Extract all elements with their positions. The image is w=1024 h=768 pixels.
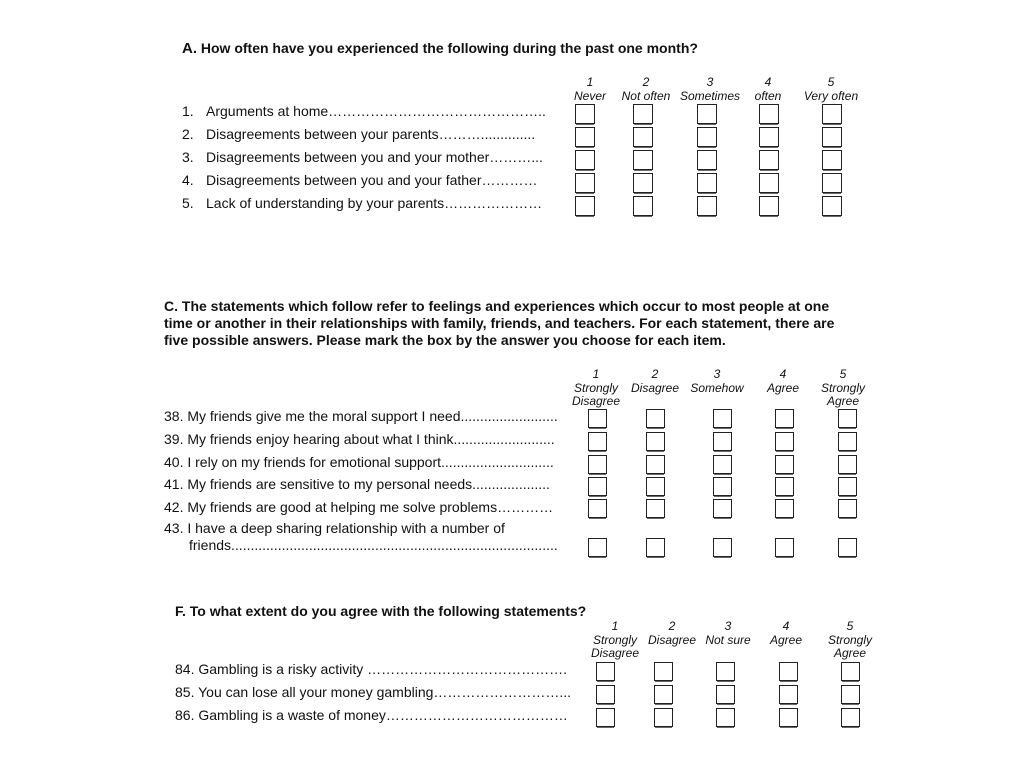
section-a-item: 3. Disagreements between you and your mother………... [182, 149, 543, 165]
section-f-item: 85. You can lose all your money gambling………………………... [175, 684, 572, 700]
answer-checkbox[interactable] [596, 662, 615, 681]
answer-checkbox[interactable] [716, 662, 735, 681]
section-f-scale-3: 3 Not sure [705, 619, 751, 647]
section-c-scale-1: 1 Strongly Disagree [571, 367, 621, 408]
answer-checkbox[interactable] [841, 708, 860, 727]
section-a-item: 5. Lack of understanding by your parents………………… [182, 195, 543, 211]
answer-checkbox[interactable] [775, 409, 794, 428]
answer-checkbox[interactable] [646, 538, 665, 557]
answer-checkbox[interactable] [841, 685, 860, 704]
answer-checkbox[interactable] [779, 662, 798, 681]
section-f-scale-4: 4 Agree [769, 619, 803, 647]
section-c-title-line: five possible answers. Please mark the box by the answer you choose for each item. [164, 332, 726, 348]
answer-checkbox[interactable] [838, 538, 857, 557]
answer-checkbox[interactable] [822, 127, 842, 147]
answer-checkbox[interactable] [713, 477, 732, 496]
answer-checkbox[interactable] [759, 173, 779, 193]
answer-checkbox[interactable] [654, 685, 673, 704]
answer-checkbox[interactable] [588, 538, 607, 557]
answer-checkbox[interactable] [575, 127, 595, 147]
section-a-item: 2. Disagreements between your parents……….............. [182, 126, 536, 142]
answer-checkbox[interactable] [775, 538, 794, 557]
answer-checkbox[interactable] [575, 150, 595, 170]
answer-checkbox[interactable] [697, 173, 717, 193]
answer-checkbox[interactable] [633, 173, 653, 193]
answer-checkbox[interactable] [633, 127, 653, 147]
answer-checkbox[interactable] [596, 708, 615, 727]
section-a-scale-5: 5 Very often [803, 75, 859, 103]
answer-checkbox[interactable] [596, 685, 615, 704]
section-f-scale-1: 1 Strongly Disagree [590, 619, 640, 660]
answer-checkbox[interactable] [779, 685, 798, 704]
answer-checkbox[interactable] [822, 196, 842, 216]
section-a-scale-4: 4 often [754, 75, 782, 103]
answer-checkbox[interactable] [838, 432, 857, 451]
section-c-item: 38. My friends give me the moral support I need......................... [164, 408, 558, 424]
answer-checkbox[interactable] [713, 499, 732, 518]
answer-checkbox[interactable] [697, 196, 717, 216]
section-c-title-line: time or another in their relationships with family, friends, and teachers. For each statement, there are [164, 315, 835, 331]
answer-checkbox[interactable] [822, 104, 842, 124]
answer-checkbox[interactable] [775, 477, 794, 496]
section-c-title-line: C. The statements which follow refer to feelings and experiences which occur to most people at one [164, 298, 830, 314]
section-c-scale-5: 5 Strongly Agree [820, 367, 866, 408]
answer-checkbox[interactable] [841, 662, 860, 681]
answer-checkbox[interactable] [646, 477, 665, 496]
section-a-item: 4. Disagreements between you and your father………… [182, 172, 538, 188]
section-a-question: How often have you experienced the following during the past one month? [200, 40, 698, 56]
answer-checkbox[interactable] [646, 499, 665, 518]
section-c-scale-2: 2 Disagree [630, 367, 680, 395]
answer-checkbox[interactable] [779, 708, 798, 727]
section-c-item: 43. I have a deep sharing relationship with a number of [164, 520, 505, 536]
answer-checkbox[interactable] [775, 455, 794, 474]
section-a-scale-2: 2 Not often [621, 75, 671, 103]
section-c-item: 40. I rely on my friends for emotional support............................. [164, 454, 554, 470]
section-c-scale-3: 3 Somehow [690, 367, 744, 395]
section-f-scale-2: 2 Disagree [647, 619, 697, 647]
answer-checkbox[interactable] [588, 409, 607, 428]
answer-checkbox[interactable] [838, 499, 857, 518]
answer-checkbox[interactable] [713, 432, 732, 451]
section-f-item: 86. Gambling is a waste of money………………………………… [175, 707, 568, 723]
answer-checkbox[interactable] [759, 127, 779, 147]
answer-checkbox[interactable] [713, 409, 732, 428]
answer-checkbox[interactable] [575, 173, 595, 193]
answer-checkbox[interactable] [759, 196, 779, 216]
answer-checkbox[interactable] [575, 196, 595, 216]
section-c-item: 42. My friends are good at helping me solve problems………… [164, 499, 554, 515]
section-c-item: 39. My friends enjoy hearing about what I think.......................... [164, 431, 555, 447]
section-c-scale-4: 4 Agree [766, 367, 800, 395]
section-f-title: F. To what extent do you agree with the following statements? [175, 603, 587, 619]
answer-checkbox[interactable] [588, 455, 607, 474]
answer-checkbox[interactable] [838, 409, 857, 428]
section-c-item: 41. My friends are sensitive to my personal needs.................... [164, 476, 550, 492]
answer-checkbox[interactable] [713, 538, 732, 557]
answer-checkbox[interactable] [822, 173, 842, 193]
answer-checkbox[interactable] [588, 432, 607, 451]
answer-checkbox[interactable] [654, 708, 673, 727]
answer-checkbox[interactable] [654, 662, 673, 681]
section-a-title [182, 40, 698, 57]
section-f-scale-5: 5 Strongly Agree [827, 619, 873, 660]
answer-checkbox[interactable] [759, 150, 779, 170]
section-a-item: 1. Arguments at home……………………………………….. [182, 103, 546, 119]
answer-checkbox[interactable] [838, 455, 857, 474]
answer-checkbox[interactable] [646, 409, 665, 428]
answer-checkbox[interactable] [838, 477, 857, 496]
section-c-item-continuation: friends.................................................................................... [189, 537, 558, 553]
answer-checkbox[interactable] [575, 104, 595, 124]
answer-checkbox[interactable] [646, 432, 665, 451]
answer-checkbox[interactable] [697, 150, 717, 170]
section-a-letter: A. [182, 40, 197, 57]
section-a-scale-1: 1 Never [573, 75, 606, 103]
answer-checkbox[interactable] [759, 104, 779, 124]
answer-checkbox[interactable] [697, 127, 717, 147]
answer-checkbox[interactable] [713, 455, 732, 474]
answer-checkbox[interactable] [633, 150, 653, 170]
answer-checkbox[interactable] [646, 455, 665, 474]
answer-checkbox[interactable] [775, 432, 794, 451]
answer-checkbox[interactable] [588, 477, 607, 496]
section-f-item: 84. Gambling is a risky activity ……………………………………. [175, 661, 568, 677]
answer-checkbox[interactable] [588, 499, 607, 518]
section-a-scale-3: 3 Sometimes [679, 75, 741, 103]
answer-checkbox[interactable] [633, 104, 653, 124]
answer-checkbox[interactable] [775, 499, 794, 518]
answer-checkbox[interactable] [633, 196, 653, 216]
answer-checkbox[interactable] [697, 104, 717, 124]
answer-checkbox[interactable] [716, 685, 735, 704]
answer-checkbox[interactable] [716, 708, 735, 727]
answer-checkbox[interactable] [822, 150, 842, 170]
